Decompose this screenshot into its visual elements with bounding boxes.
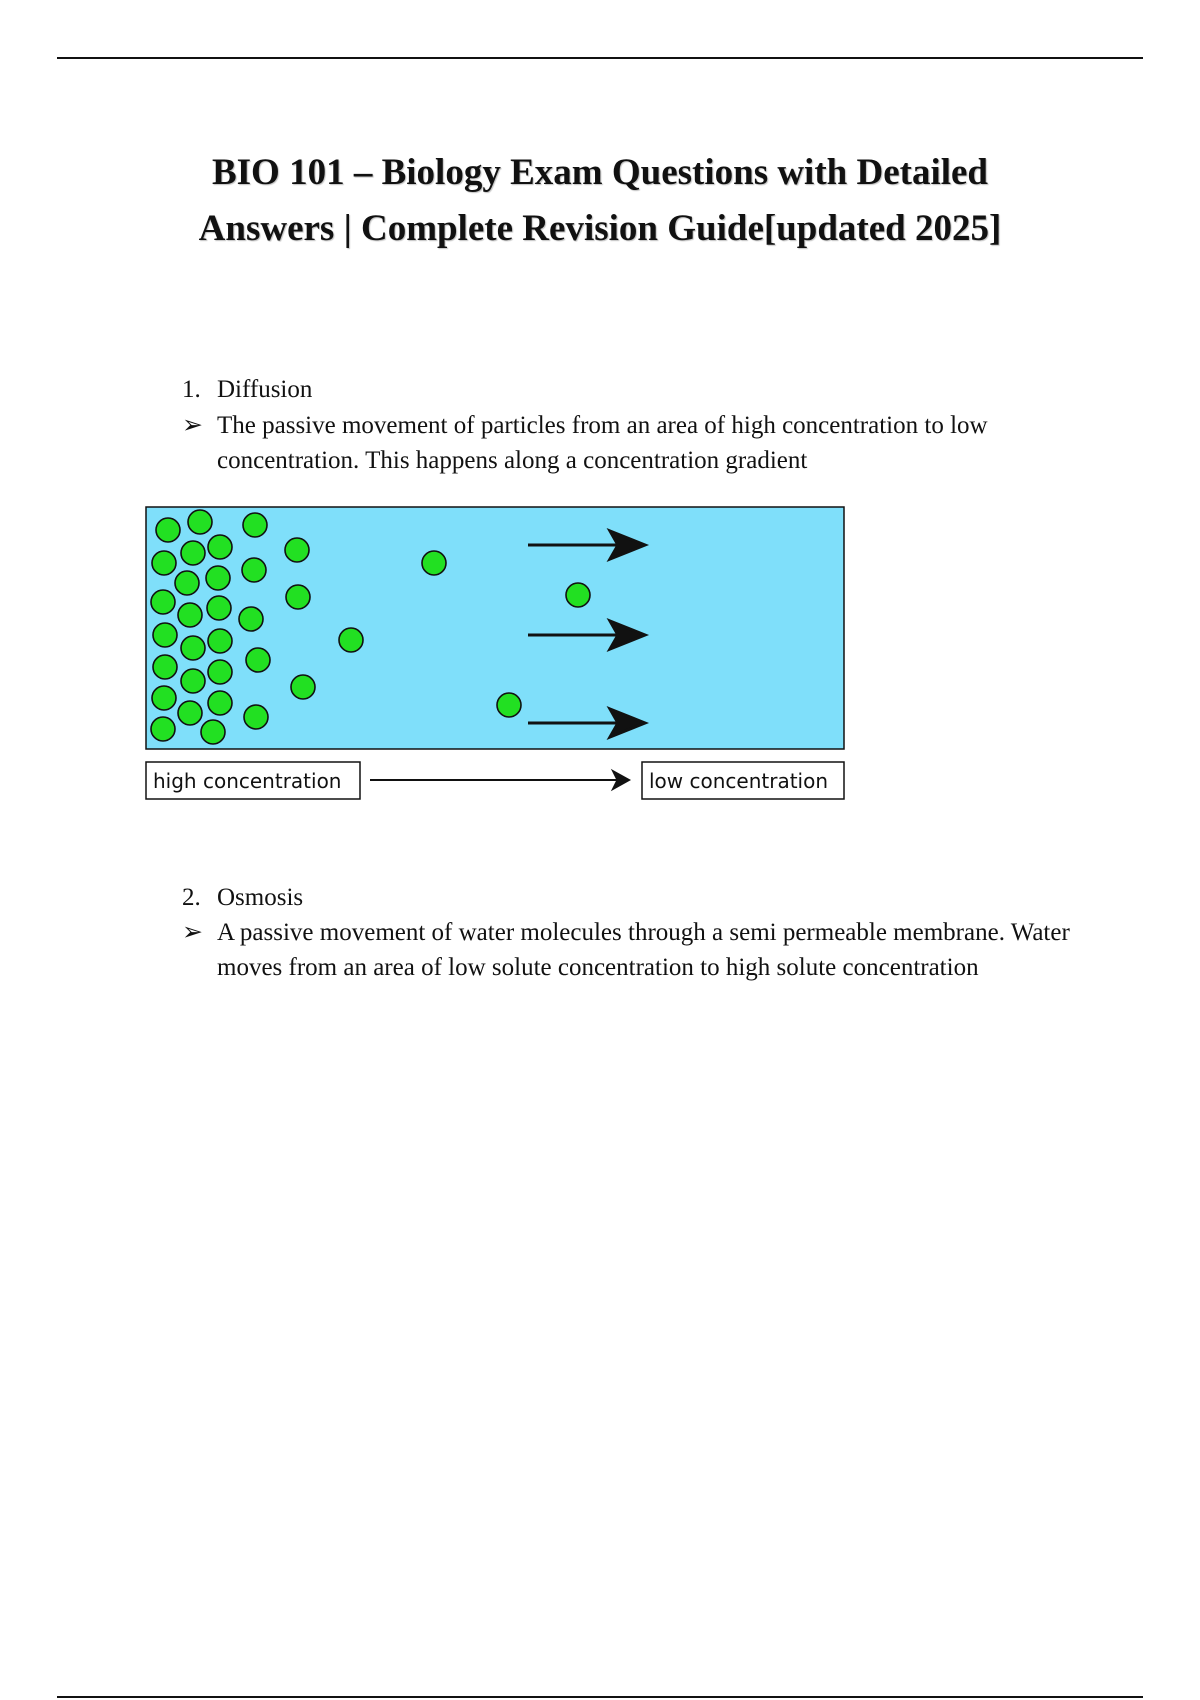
definition-text: A passive movement of water molecules through a semi permeable membrane. Water moves from an area of low solute concentration to high solute concentration bbox=[217, 919, 1070, 981]
particle bbox=[181, 636, 205, 660]
particle bbox=[175, 571, 199, 595]
particle bbox=[181, 541, 205, 565]
particle bbox=[497, 693, 521, 717]
particle bbox=[208, 691, 232, 715]
label-high-concentration: high concentration bbox=[153, 769, 342, 793]
page-title bbox=[100, 145, 1100, 257]
definition-text: The passive movement of particles from an area of high concentration to low concentration. This happens along a concentration gradient bbox=[217, 412, 988, 474]
particle bbox=[206, 566, 230, 590]
arrow-bullet-icon: ➢ bbox=[182, 412, 203, 439]
top-rule bbox=[57, 57, 1143, 59]
particle bbox=[422, 551, 446, 575]
item-term: Diffusion bbox=[217, 376, 313, 403]
particle bbox=[151, 590, 175, 614]
diffusion-diagram bbox=[140, 505, 850, 805]
particle bbox=[285, 538, 309, 562]
particle bbox=[151, 717, 175, 741]
arrow-bullet-icon: ➢ bbox=[182, 919, 203, 946]
particle bbox=[208, 535, 232, 559]
particle bbox=[291, 675, 315, 699]
particle bbox=[242, 558, 266, 582]
particle bbox=[246, 648, 270, 672]
particle bbox=[208, 660, 232, 684]
particle bbox=[243, 513, 267, 537]
particle bbox=[201, 720, 225, 744]
particle bbox=[178, 701, 202, 725]
particle bbox=[152, 551, 176, 575]
particle bbox=[566, 583, 590, 607]
particle bbox=[152, 686, 176, 710]
particle bbox=[239, 607, 263, 631]
particle bbox=[156, 518, 180, 542]
particle bbox=[181, 669, 205, 693]
label-low-box bbox=[642, 762, 844, 799]
item-number: 1. bbox=[182, 376, 201, 403]
particle bbox=[208, 629, 232, 653]
bottom-rule bbox=[57, 1696, 1143, 1698]
label-high-box bbox=[146, 762, 360, 799]
title-line-2: Answers | Complete Revision Guide[updated 2025] bbox=[198, 208, 1002, 249]
title-line-1: BIO 101 – Biology Exam Questions with Detailed bbox=[211, 152, 989, 193]
gradient-arrow bbox=[370, 770, 630, 790]
label-low-concentration: low concentration bbox=[649, 769, 829, 793]
particle bbox=[153, 655, 177, 679]
particle bbox=[286, 585, 310, 609]
particle bbox=[153, 623, 177, 647]
particle bbox=[244, 705, 268, 729]
item-number: 2. bbox=[182, 884, 201, 911]
particle bbox=[339, 628, 363, 652]
particle bbox=[207, 596, 231, 620]
particle bbox=[178, 603, 202, 627]
particle bbox=[188, 510, 212, 534]
item-term: Osmosis bbox=[217, 884, 304, 911]
